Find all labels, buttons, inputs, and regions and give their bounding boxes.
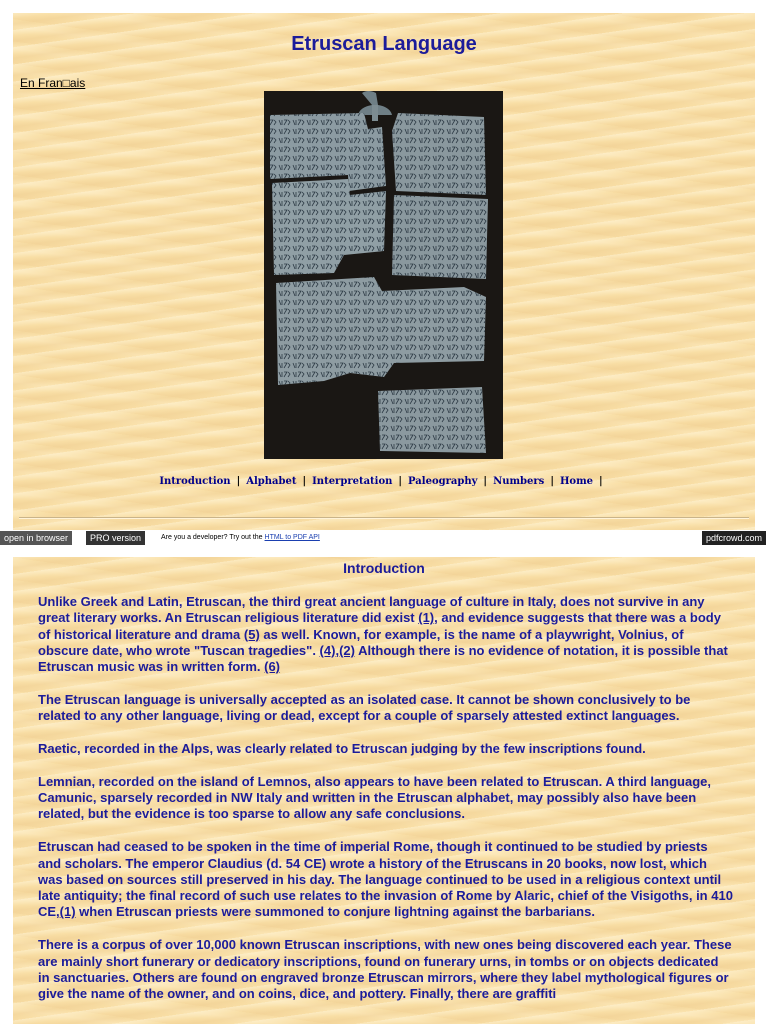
p5-text-a: Etruscan had ceased to be spoken in the time of imperial Rome, though it continued to be studied by priests and scholars. The emperor Claudius (d. 54 CE) wrote a history of the Etruscans in 20 books, now lost, which was based on sources still preserved in his day. The language continued to be used in a religious context until late antiquity; the final record of such use relates to the invasion of Rome by Alaric, chief of the Visigoths, in 410 CE, [38, 839, 733, 920]
nav-separator: | [599, 476, 603, 487]
nav-interpretation[interactable]: Interpretation [312, 476, 393, 487]
footnote-ref[interactable]: (1) [59, 904, 76, 920]
pdfcrowd-bar [0, 531, 768, 545]
pdfcrowd-brand-link[interactable]: pdfcrowd.com [702, 531, 766, 545]
page-top-section [13, 13, 755, 530]
developer-promo-text: Are you a developer? Try out the [161, 534, 265, 541]
nav-separator: | [236, 476, 241, 487]
p1-text-d: , [335, 642, 340, 658]
developer-promo [161, 531, 320, 545]
footnote-ref[interactable]: (5) [243, 626, 260, 642]
nav-introduction[interactable]: Introduction [159, 476, 231, 487]
paragraph-2: The Etruscan language is universally accepted as an isolated case. It cannot be shown conclusively to be related to any other language, living or dead, except for a couple of sparsely attested extinct languages. [38, 691, 691, 724]
french-version-link[interactable]: En Fran□ais [20, 76, 86, 90]
paragraph-5 [38, 839, 733, 920]
html-to-pdf-api-link[interactable]: HTML to PDF API [264, 534, 320, 541]
paragraph-6: There is a corpus of over 10,000 known Etruscan inscriptions, with new ones being discovered each year. These are mainly short funerary or dedicatory inscriptions, found on funerary urns, in tombs or on objects dedicated in sanctuaries. Others are found on engraved bronze Etruscan mirrors, where they label mythological figures or give the name of the owner, and on coins, dice, and pottery. Finally, there are graffiti [38, 937, 732, 1002]
section-nav [13, 476, 755, 487]
pro-version-button[interactable]: PRO version [86, 531, 145, 545]
horizontal-rule [19, 517, 749, 519]
nav-separator: | [483, 476, 488, 487]
paragraph-1 [38, 594, 733, 675]
nav-separator: | [398, 476, 403, 487]
footnote-ref[interactable]: (6) [264, 659, 281, 675]
introduction-heading: Introduction [343, 560, 425, 576]
footnote-ref[interactable]: (1) [418, 610, 435, 626]
footnote-ref[interactable]: (2) [339, 642, 355, 658]
nav-home[interactable]: Home [559, 476, 594, 487]
nav-numbers[interactable]: Numbers [493, 476, 545, 487]
paragraph-4: Lemnian, recorded on the island of Lemnos, also appears to have been related to Etruscan. A third language, Camunic, sparsely recorded in NW Italy and written in the Etruscan alphabet, may possibly also have been related, but the evidence is too sparse to allow any safe conclusions. [38, 773, 712, 822]
page-introduction-section [13, 557, 755, 1024]
footnote-ref[interactable]: (4) [319, 642, 336, 658]
p1-text-e: Although there is no evidence of notation, it is possible that Etruscan music was in written form. [38, 642, 728, 675]
page-title: Etruscan Language [291, 33, 477, 55]
tablet-illustration [264, 91, 503, 459]
nav-separator: | [302, 476, 307, 487]
p1-text-c: as well. Known, for example, is the name of a playwright, Volnius, of obscure date, who wrote "Tuscan tragedies". [38, 626, 684, 658]
introduction-body [38, 594, 733, 1019]
etruscan-tablet-image [264, 91, 503, 459]
p5-text-b: when Etruscan priests were summoned to conjure lightning against the barbarians. [75, 904, 595, 920]
nav-alphabet[interactable]: Alphabet [246, 476, 297, 487]
p1-text-a: Unlike Greek and Latin, Etruscan, the third great ancient language of culture in Italy, does not survive in any great literary works. An Etruscan religious literature did exist [38, 594, 705, 626]
nav-separator: | [550, 476, 554, 487]
open-in-browser-button[interactable]: open in browser [0, 531, 72, 545]
paragraph-3: Raetic, recorded in the Alps, was clearly related to Etruscan judging by the few inscriptions found. [38, 741, 646, 757]
p1-text-b: , and evidence suggests that there was a body of historical literature and drama [38, 610, 721, 642]
nav-paleography[interactable]: Paleography [408, 476, 478, 487]
